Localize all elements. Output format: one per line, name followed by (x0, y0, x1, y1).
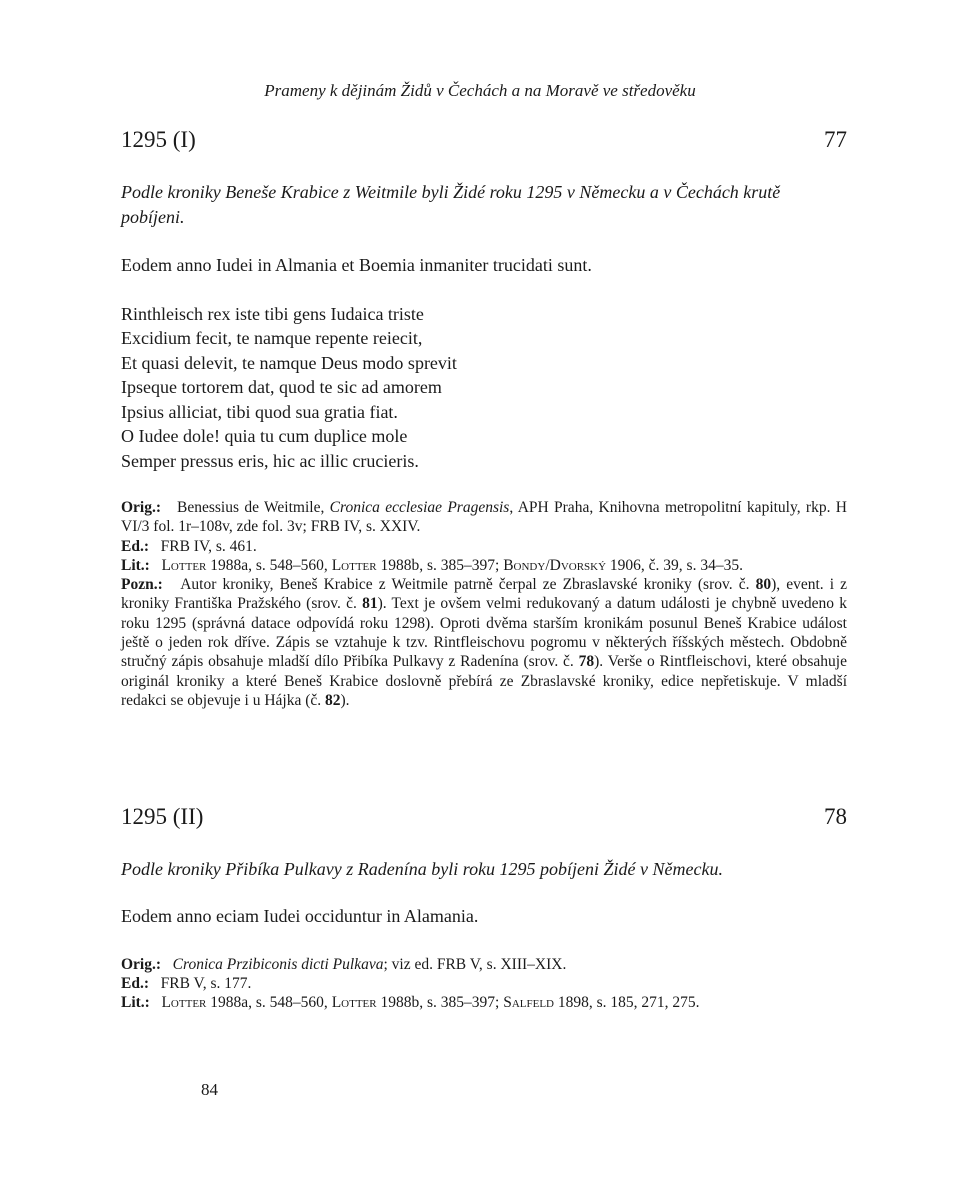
lit-ref: 1906, č. 39, s. 34–35. (606, 556, 743, 574)
apparatus (121, 498, 847, 710)
latin-text: Eodem anno eciam Iudei occiduntur in Alamania. (121, 906, 479, 926)
lit-label: Lit.: (121, 994, 150, 1012)
entry-ref: 81 (362, 595, 378, 613)
ed-note (121, 537, 847, 556)
entry-77 (121, 127, 847, 710)
lit-author: Lotter (161, 994, 207, 1012)
entry-summary: Podle kroniky Přibíka Pulkavy z Radenína byli roku 1295 pobíjeni Židé v Německu. (121, 859, 723, 879)
entry-78 (121, 804, 847, 1012)
orig-label: Orig.: (121, 499, 162, 516)
orig-title: Cronica Przibiconis dicti Pulkava (172, 955, 384, 973)
lit-ref: 1988a, s. 548–560, (206, 556, 332, 574)
orig-note (121, 955, 847, 974)
apparatus (121, 955, 847, 1013)
lit-author: Lotter (331, 994, 377, 1012)
ed-label: Ed.: (121, 537, 149, 555)
verse-line: Semper pressus eris, hic ac illic crucieris. (121, 450, 419, 471)
verse-line: Ipsius alliciat, tibi quod sua gratia fiat. (121, 401, 398, 422)
verse-line: Ipseque tortorem dat, quod te sic ad amorem (121, 377, 442, 397)
lit-note (121, 556, 847, 575)
lit-author: Lotter (161, 556, 207, 574)
orig-details: , APH Praha, Knihovna metropolitní kapituly, rkp. H VI/3 fol. 1r–108v, zde fol. 3v; FRB IV, s. XXIV. (121, 499, 847, 536)
entry-number: 77 (824, 127, 847, 152)
verse-line: Et quasi delevit, te namque Deus modo sprevit (121, 352, 457, 373)
orig-title: Cronica ecclesiae Pragensis (329, 499, 510, 516)
entry-year: 1295 (I) (121, 127, 196, 152)
entry-ref: 78 (578, 653, 595, 671)
lit-label: Lit.: (121, 556, 150, 574)
pozn-text: ). Text je ovšem velmi redukovaný a datum události je chybně uvedeno k roku 1295 (správná datace odpovídá roku 1298). Oproti dvěma starším kronikám posunul Beneš Krabice událost ještě o jeden rok dříve. Zápis se vztahuje k tzv. Rintfleischovu pogromu v některých říšských městech. Obdobně stručný zápis obsahuje mladší dílo Přibíka Pulkavy z Radenína (srov. č. (121, 595, 847, 671)
pozn-text: ). (340, 691, 350, 709)
ed-label: Ed.: (121, 974, 149, 992)
entry-summary: Podle kroniky Beneše Krabice z Weitmile byli Židé roku 1295 v Německu a v Čechách krutě pobíjeni. (121, 182, 781, 227)
running-header: Prameny k dějinám Židů v Čechách a na Moravě ve středověku (264, 81, 696, 100)
entry-ref: 82 (325, 691, 341, 709)
ed-note (121, 974, 847, 993)
entry-heading (121, 804, 847, 830)
lit-note (121, 993, 847, 1012)
lit-ref: 1898, s. 185, 271, 275. (554, 994, 700, 1012)
lit-author: Lotter (331, 556, 377, 574)
latin-text: Eodem anno Iudei in Almania et Boemia inmaniter trucidati sunt. (121, 255, 592, 275)
orig-author: Benessius de Weitmile, (177, 499, 330, 516)
pozn-text: Autor kroniky, Beneš Krabice z Weitmile patrně čerpal ze Zbraslavské kroniky (srov. č. (180, 576, 756, 594)
ed-text: FRB V, s. 177. (160, 974, 252, 992)
ed-text: FRB IV, s. 461. (160, 537, 257, 555)
verse-line: Rinthleisch rex iste tibi gens Iudaica triste (121, 303, 424, 324)
lit-author: Salfeld (503, 994, 554, 1012)
orig-label: Orig.: (121, 955, 162, 973)
verse (121, 302, 847, 474)
pozn-label: Pozn.: (121, 576, 163, 594)
entry-year: 1295 (II) (121, 804, 204, 829)
lit-ref: 1988a, s. 548–560, (206, 994, 332, 1012)
entry-number: 78 (824, 804, 847, 829)
entry-ref: 80 (755, 576, 772, 594)
pozn-text: ), event. i z kroniky Františka Pražského (srov. č. (121, 576, 848, 613)
orig-details: ; viz ed. FRB V, s. XIII–XIX. (383, 955, 567, 973)
pozn-note (121, 575, 847, 710)
lit-ref: 1988b, s. 385–397; (376, 556, 504, 574)
verse-line: O Iudee dole! quia tu cum duplice mole (121, 426, 408, 446)
lit-author: Bondy/Dvorský (503, 556, 607, 574)
verse-line: Excidium fecit, te namque repente reiecit, (121, 328, 423, 348)
pozn-text: ). Verše o Rintfleischovi, které obsahuje originál kroniky a které Beneš Krabice doslovně přebírá ze Zbraslavské kroniky, edice nepřetiskuje. V mladší redakci se objevuje i u Hájka (č. (121, 653, 847, 709)
entry-heading (121, 127, 847, 153)
orig-note (121, 498, 847, 537)
page-number: 84 (201, 1080, 218, 1099)
lit-ref: 1988b, s. 385–397; (376, 994, 504, 1012)
